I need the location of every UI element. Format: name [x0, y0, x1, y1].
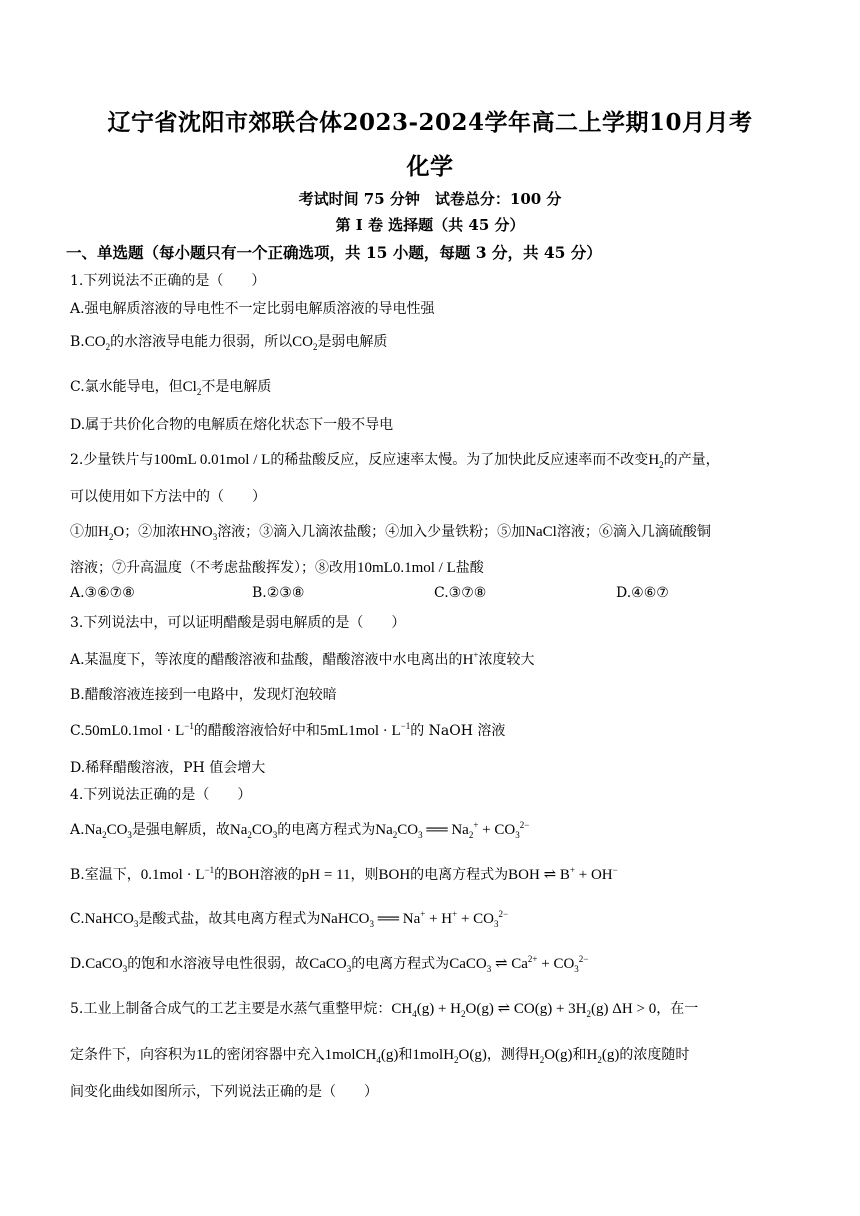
question-4-option-b: B.室温下，$0.1mol \cdot L^{-1}$的BOH溶液的pH = 11，则BOH的电离方程式为BOH ⇌ B+ + OH− [70, 865, 618, 883]
question-1-option-c: C.氯水能导电，但$Cl_2$不是电解质 [70, 379, 272, 397]
part-title: 第 I 卷 选择题（共 45 分） [335, 216, 525, 234]
exam-info: 考试时间 75 分钟 试卷总分：100 分 [298, 190, 562, 208]
question-3-option-b: B.醋酸溶液连接到一电路中，发现灯泡较暗 [70, 687, 337, 703]
question-3-option-a: A.某温度下，等浓度的醋酸溶液和盐酸，醋酸溶液中水电离出的H+浓度较大 [70, 650, 535, 668]
question-2-option-b: B.②③⑧ [252, 585, 305, 601]
exam-title: 辽宁省沈阳市郊联合体2023-2024学年高二上学期10月月考 [107, 109, 753, 136]
question-2-line-3: ①加$H_2O$；②加浓$HNO_3$溶液；③滴入几滴浓盐酸；④加入少量铁粉；⑤加NaCl溶液；⑥滴入几滴硫酸铜 [70, 524, 711, 542]
question-2-line-4: 溶液；⑦升高温度（不考虑盐酸挥发）；⑧改用10mL0.1mol / L盐酸 [70, 560, 484, 576]
section-title: 一、单选题（每小题只有一个正确选项，共 15 小题，每题 3 分，共 45 分） [66, 243, 602, 262]
question-4-option-c: C.NaHCO$_3$是酸式盐，故其电离方程式为NaHCO$_3$ ══ $Na^+ + H^+ + CO_3^{2-}$ [70, 909, 509, 929]
question-1-option-a: A.强电解质溶液的导电性不一定比弱电解质溶液的导电性强 [70, 301, 435, 317]
question-3-option-c: $C.50mL0.1mol \cdot L^{-1}$的醋酸溶液恰好中和$5mL1mol \cdot L^{-1}$的 NaOH 溶液 [70, 721, 506, 739]
question-2-option-c: C.③⑦⑧ [434, 585, 487, 601]
question-4-option-d: D.CaCO$_3$的饱和水溶液导电性很弱，故CaCO$_3$的电离方程式为CaCO$_3$ ⇌ $Ca^{2+} + CO_3^{2-}$ [70, 954, 589, 974]
question-2-option-a: A.③⑥⑦⑧ [70, 585, 135, 601]
question-2-line-2: 可以使用如下方法中的（ ） [70, 489, 266, 505]
question-5-line-2: 定条件下，向容积为1L的密闭容器中充入1molCH$_4$(g)和1molH$_2$O(g)，测得$H_2O(g)$和$H_2(g)$的浓度随时 [70, 1047, 690, 1065]
question-1-option-b: $B.CO_2$的水溶液导电能力很弱，所以$CO_2$是弱电解质 [70, 334, 388, 352]
question-1-option-d: D.属于共价化合物的电解质在熔化状态下一般不导电 [70, 417, 394, 433]
question-3-option-d: D.稀释醋酸溶液，PH 值会增大 [70, 760, 266, 776]
question-5-line-1: 5.工业上制备合成气的工艺主要是水蒸气重整甲烷：$CH_4(g) + H_2O(g)$ ⇌ $CO(g) + 3H_2(g) \Delta H > 0$，在一 [70, 1001, 699, 1019]
question-2-line-1: 2.少量铁片与100mL 0.01mol / L的稀盐酸反应，反应速率太慢。为了加快此反应速率而不改变$H_2$的产量， [70, 452, 720, 470]
question-4-option-a: $A.Na_2CO_3$是强电解质，故$Na_2CO_3$的电离方程式为$Na_2CO_3$ ══ $Na_2^+ + CO_3^{2-}$ [70, 820, 530, 840]
question-5-line-3: 间变化曲线如图所示，下列说法正确的是（ ） [70, 1084, 378, 1100]
subject-title: 化学 [406, 153, 454, 180]
question-3-stem: 3.下列说法中，可以证明醋酸是弱电解质的是（ ） [70, 615, 406, 631]
question-1-stem: 1.下列说法不正确的是（ ） [70, 273, 266, 289]
question-2-option-d: D.④⑥⑦ [616, 585, 669, 601]
question-4-stem: 4.下列说法正确的是（ ） [70, 787, 252, 803]
